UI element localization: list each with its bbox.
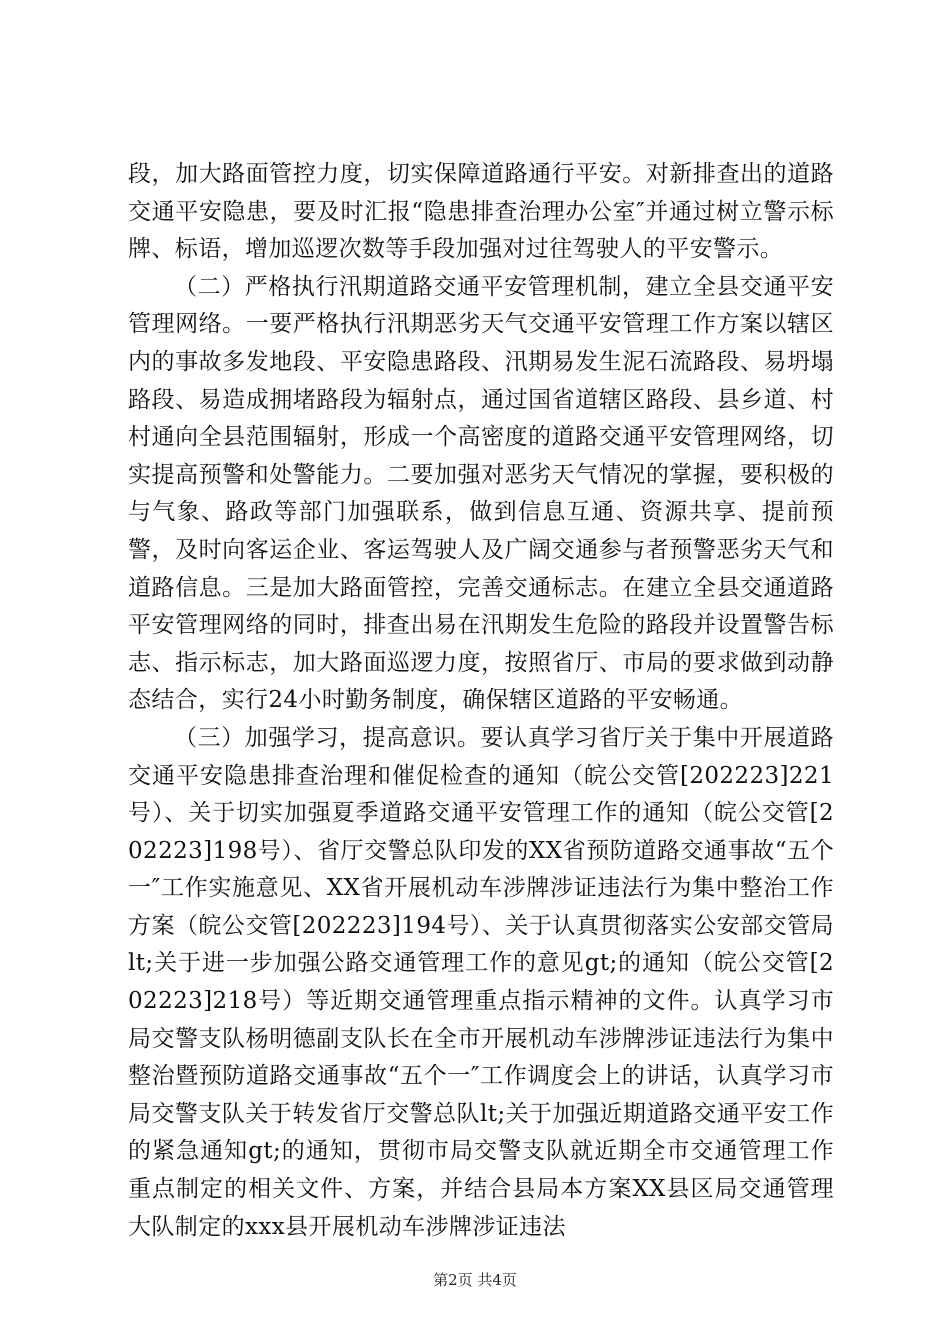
paragraph-section-2: （二）严格执行汛期道路交通平安管理机制，建立全县交通平安管理网络。一要严格执行汛期恶劣天气交通平安管理工作方案以辖区内的事故多发地段、平安隐患路段、汛期易发生泥石流路段、易坍塌路段、易造成拥堵路段为辐射点，通过国省道辖区路段、县乡道、村村通向全县范围辐射，形成一个高密度的道路交通平安管理网络，切实提高预警和处警能力。二要加强对恶劣天气情况的掌握，要积极的与气象、路政等部门加强联系，做到信息互通、资源共享、提前预警，及时向客运企业、客运驾驶人及广阔交通参与者预警恶劣天气和道路信息。三是加大路面管控，完善交通标志。在建立全县交通道路平安管理网络的同时，排查出易在汛期发生危险的路段并设置警告标志、指示标志，加大路面巡逻力度，按照省厅、市局的要求做到动静态结合，实行24小时勤务制度，确保辖区道路的平安畅通。 <box>128 273 834 714</box>
paragraph-continuation: 段，加大路面管控力度，切实保障道路通行平安。对新排查出的道路交通平安隐患，要及时汇报“隐患排查治理办公室″并通过树立警示标牌、标语，增加巡逻次数等手段加强对过往驾驶人的平安警示。 <box>128 161 834 263</box>
paragraph-section-3: （三）加强学习，提高意识。要认真学习省厅关于集中开展道路交通平安隐患排查治理和催促检查的通知（皖公交管[202223]221号）、关于切实加强夏季道路交通平安管理工作的通知（皖公交管[202223]198号）、省厅交警总队印发的XX省预防道路交通事故“五个一″工作实施意见、XX省开展机动车涉牌涉证违法行为集中整治工作方案（皖公交管[202223]194号）、关于认真贯彻落实公安部交管局lt;关于进一步加强公路交通管理工作的意见gt;的通知（皖公交管[202223]218号）等近期交通管理重点指示精神的文件。认真学习市局交警支队杨明德副支队长在全市开展机动车涉牌涉证违法行为集中整治暨预防道路交通事故“五个一″工作调度会上的讲话，认真学习市局交警支队关于转发省厅交警总队lt;关于加强近期道路交通平安工作的紧急通知gt;的通知，贯彻市局交警支队就近期全市交通管理工作重点制定的相关文件、方案，并结合县局本方案XX县区局交通管理大队制定的xxx县开展机动车涉牌涉证违法 <box>128 724 834 1240</box>
document-body <box>128 156 834 1246</box>
page-footer: 第2页 共4页 <box>433 1271 517 1289</box>
